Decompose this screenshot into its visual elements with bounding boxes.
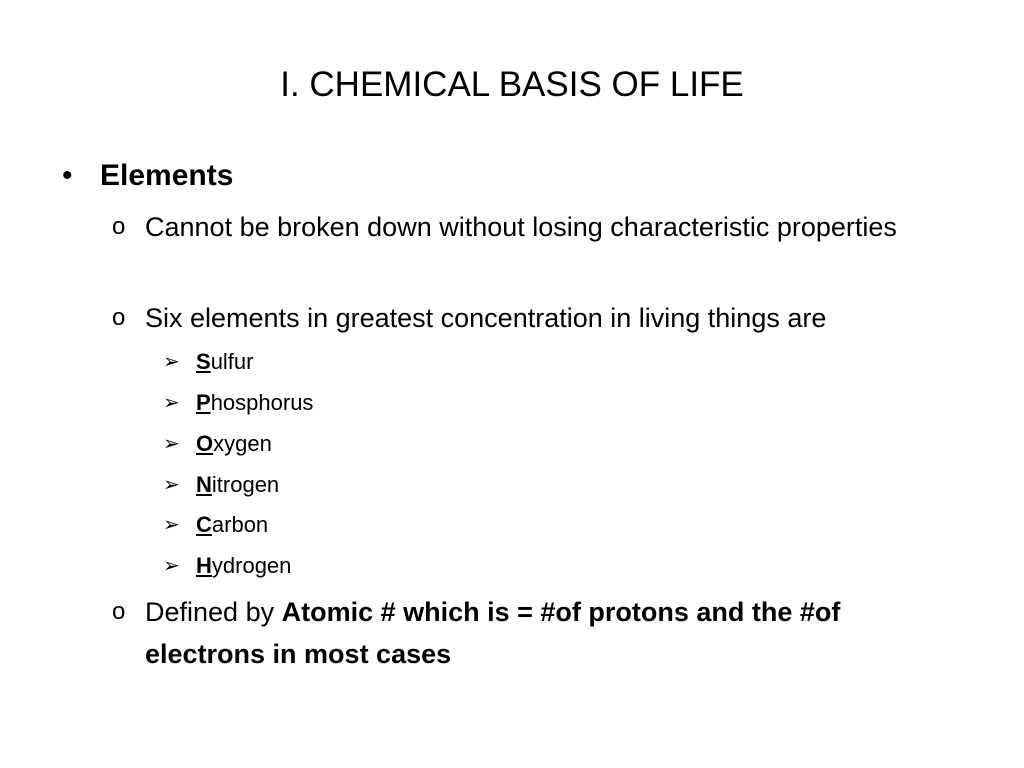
element-name	[196, 388, 313, 418]
element-initial: C	[196, 512, 212, 537]
element-initial: P	[196, 390, 211, 415]
element-initial: N	[196, 472, 212, 497]
atomic-definition: Atomic # which is = #of protons and the #of electrons in most cases	[145, 597, 841, 669]
hollow-bullet-icon: o	[112, 598, 126, 625]
sub-bullet-text	[145, 591, 935, 675]
hollow-bullet-icon: o	[112, 304, 126, 331]
element-initial: S	[196, 349, 211, 374]
sub-bullet-text: Cannot be broken down without losing characteristic properties	[145, 212, 897, 242]
element-rest: xygen	[213, 431, 272, 456]
sub-bullet-text: Six elements in greatest concentration in living things are	[145, 303, 827, 333]
hollow-bullet-icon: o	[112, 213, 126, 240]
element-name	[196, 470, 279, 500]
element-name	[196, 347, 253, 377]
slide-title: I. CHEMICAL BASIS OF LIFE	[280, 65, 744, 104]
element-rest: itrogen	[211, 472, 280, 497]
element-rest: ulfur	[210, 349, 254, 374]
element-initial: O	[196, 431, 214, 456]
element-name	[196, 510, 268, 540]
arrow-bullet-icon: ➢	[163, 351, 180, 373]
element-rest: arbon	[211, 512, 269, 537]
arrow-bullet-icon: ➢	[163, 392, 180, 414]
element-rest: ydrogen	[211, 553, 292, 578]
arrow-bullet-icon: ➢	[163, 433, 180, 455]
element-rest: hosphorus	[210, 390, 314, 415]
element-name	[196, 429, 272, 459]
arrow-bullet-icon: ➢	[163, 514, 180, 536]
bullet-dot-icon: •	[62, 159, 73, 192]
atomic-lead-text: Defined by	[145, 597, 282, 627]
arrow-bullet-icon: ➢	[163, 474, 180, 496]
bullet-heading: Elements	[100, 159, 234, 192]
element-initial: H	[196, 553, 212, 578]
element-name	[196, 551, 291, 581]
arrow-bullet-icon: ➢	[163, 555, 180, 577]
